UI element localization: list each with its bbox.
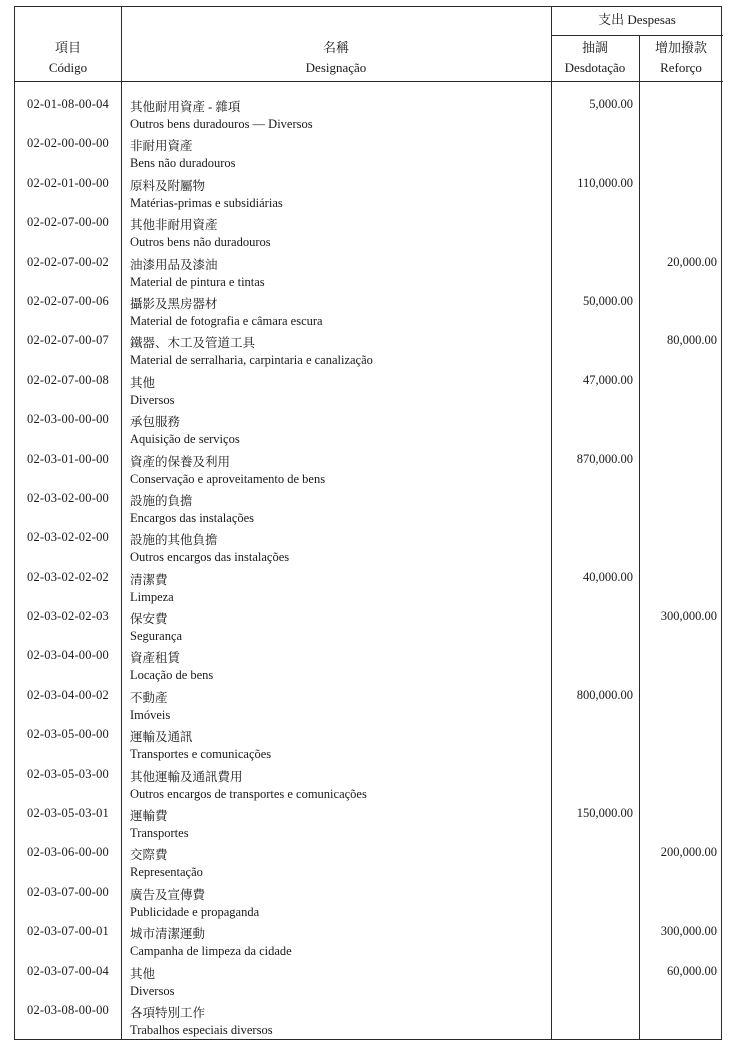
budget-table (14, 6, 722, 1040)
designation-zh: 清潔費 (130, 572, 168, 587)
account-code: 02-03-02-02-03 (27, 609, 109, 624)
designation-zh: 資產的保養及利用 (130, 454, 231, 469)
designation-zh: 承包服務 (130, 415, 181, 430)
name-header-zh: 名稱 (322, 40, 349, 55)
table-row (15, 761, 723, 800)
designation-pt: Outros bens duradouros — Diversos (130, 117, 313, 131)
desdotacao-amount: 800,000.00 (576, 687, 633, 702)
table-row (15, 603, 723, 642)
table-row (15, 406, 723, 445)
designation-zh: 保安費 (130, 612, 168, 627)
designation-zh: 不動產 (130, 690, 168, 705)
account-code: 02-03-06-00-00 (27, 845, 109, 860)
table-row (15, 800, 723, 839)
designation-pt: Publicidade e propaganda (130, 904, 260, 919)
designation-zh: 城市清潔運動 (130, 927, 206, 942)
code-header-pt: Código (48, 60, 88, 75)
designation-pt: Material de pintura e tintas (130, 274, 265, 289)
designation-zh: 油漆用品及漆油 (130, 257, 218, 272)
designation-pt: Campanha de limpeza da cidade (130, 944, 292, 959)
designation-zh: 其他耐用資產 - 雜項 (130, 100, 241, 114)
designation-zh: 設施的其他負擔 (130, 533, 218, 548)
designation-zh: 運輸費 (130, 809, 168, 824)
table-row (15, 721, 723, 760)
account-code: 02-03-05-03-00 (27, 766, 109, 781)
table-row (15, 288, 723, 327)
code-header-zh: 項目 (54, 40, 81, 55)
account-code: 02-03-02-02-02 (27, 569, 109, 584)
table-row (15, 524, 723, 563)
table-row (15, 958, 723, 997)
account-code: 02-02-01-00-00 (27, 175, 109, 190)
designation-zh: 其他 (130, 966, 156, 981)
account-code: 02-03-07-00-00 (27, 884, 109, 899)
desdotacao-amount: 870,000.00 (576, 451, 633, 466)
designation-pt: Material de serralharia, carpintaria e canalização (130, 353, 373, 368)
account-code: 02-03-04-00-00 (27, 648, 109, 663)
account-code: 02-03-07-00-01 (27, 924, 109, 939)
table-row (15, 642, 723, 681)
designation-zh: 其他非耐用資產 (130, 218, 218, 233)
table-row (15, 485, 723, 524)
name-header-pt: Designação (305, 60, 367, 75)
account-code: 02-02-07-00-08 (27, 372, 109, 387)
designation-zh: 設施的負擔 (130, 493, 193, 508)
table-row (15, 130, 723, 169)
desdotacao-header-zh: 抽調 (581, 40, 608, 55)
designation-zh: 攝影及黑房器材 (130, 296, 218, 311)
reforco-amount: 300,000.00 (660, 924, 717, 939)
account-code: 02-03-07-00-04 (27, 963, 109, 978)
account-code: 02-03-05-03-01 (27, 806, 109, 821)
account-code: 02-03-00-00-00 (27, 412, 109, 427)
account-code: 02-02-07-00-02 (27, 254, 109, 269)
table-row (15, 170, 723, 209)
designation-pt: Matérias-primas e subsidiárias (130, 195, 283, 210)
desdotacao-amount: 40,000.00 (583, 569, 633, 584)
designation-pt: Diversos (130, 983, 175, 998)
desdotacao-amount: 5,000.00 (589, 97, 633, 111)
table-row (15, 327, 723, 366)
table-body (15, 91, 723, 1036)
table-row (15, 997, 723, 1036)
table-row (15, 446, 723, 485)
desdotacao-amount: 110,000.00 (577, 175, 633, 190)
designation-zh: 原料及附屬物 (130, 178, 206, 193)
reforco-header-pt: Reforço (660, 60, 702, 75)
designation-zh: 廣告及宣傳費 (130, 887, 206, 902)
table-row (15, 249, 723, 288)
designation-pt: Outros bens não duradouros (130, 235, 271, 250)
designation-pt: Diversos (130, 392, 175, 407)
reforco-amount: 80,000.00 (667, 333, 717, 348)
designation-zh: 非耐用資產 (130, 139, 193, 154)
account-code: 02-03-02-00-00 (27, 490, 109, 505)
designation-zh: 交際費 (130, 848, 168, 863)
header-divider (551, 35, 723, 36)
table-row (15, 564, 723, 603)
designation-pt: Limpeza (130, 589, 174, 604)
designation-zh: 各項特別工作 (130, 1005, 206, 1020)
designation-zh: 其他 (130, 375, 156, 390)
designation-pt: Encargos das instalações (130, 510, 255, 525)
designation-pt: Bens não duradouros (130, 156, 236, 171)
designation-pt: Trabalhos especiais diversos (130, 1022, 273, 1037)
table-row (15, 918, 723, 957)
designation-pt: Material de fotografia e câmara escura (130, 313, 323, 328)
desdotacao-header-pt: Desdotação (564, 60, 626, 75)
account-code: 02-02-07-00-07 (27, 333, 109, 348)
header-bottom-line (15, 81, 723, 82)
table-row (15, 91, 723, 130)
designation-pt: Conservação e aproveitamento de bens (130, 471, 326, 486)
designation-pt: Imóveis (130, 707, 171, 722)
despesas-header: 支出 Despesas (598, 12, 676, 27)
reforco-amount: 300,000.00 (660, 609, 717, 624)
account-code: 02-02-07-00-00 (27, 215, 109, 230)
designation-pt: Representação (130, 865, 203, 880)
designation-pt: Aquisição de serviços (130, 432, 240, 447)
designation-pt: Transportes (130, 826, 189, 841)
table-row (15, 209, 723, 248)
desdotacao-amount: 47,000.00 (583, 372, 633, 387)
reforco-header-zh: 增加撥款 (654, 40, 707, 55)
account-code: 02-03-01-00-00 (27, 451, 109, 466)
account-code: 02-02-07-00-06 (27, 293, 109, 308)
account-code: 02-03-02-02-00 (27, 530, 109, 545)
account-code: 02-03-05-00-00 (27, 727, 109, 742)
designation-pt: Outros encargos das instalações (130, 550, 290, 565)
account-code: 02-01-08-00-04 (27, 97, 109, 111)
account-code: 02-03-04-00-02 (27, 687, 109, 702)
designation-pt: Segurança (130, 629, 183, 644)
table-row (15, 367, 723, 406)
designation-zh: 運輸及通訊 (130, 730, 193, 745)
designation-zh: 資產租賃 (130, 651, 181, 666)
designation-pt: Outros encargos de transportes e comunicações (130, 786, 367, 801)
table-row (15, 682, 723, 721)
reforco-amount: 60,000.00 (667, 963, 717, 978)
designation-zh: 其他運輸及通訊費用 (130, 769, 243, 784)
desdotacao-amount: 50,000.00 (583, 293, 633, 308)
designation-zh: 鐵器、木工及管道工具 (130, 336, 256, 351)
designation-pt: Transportes e comunicações (130, 747, 272, 762)
desdotacao-amount: 150,000.00 (576, 806, 633, 821)
account-code: 02-02-00-00-00 (27, 136, 109, 151)
table-row (15, 879, 723, 918)
table-row (15, 839, 723, 878)
account-code: 02-03-08-00-00 (27, 1002, 109, 1017)
reforco-amount: 20,000.00 (667, 254, 717, 269)
designation-pt: Locação de bens (130, 668, 214, 683)
reforco-amount: 200,000.00 (660, 845, 717, 860)
